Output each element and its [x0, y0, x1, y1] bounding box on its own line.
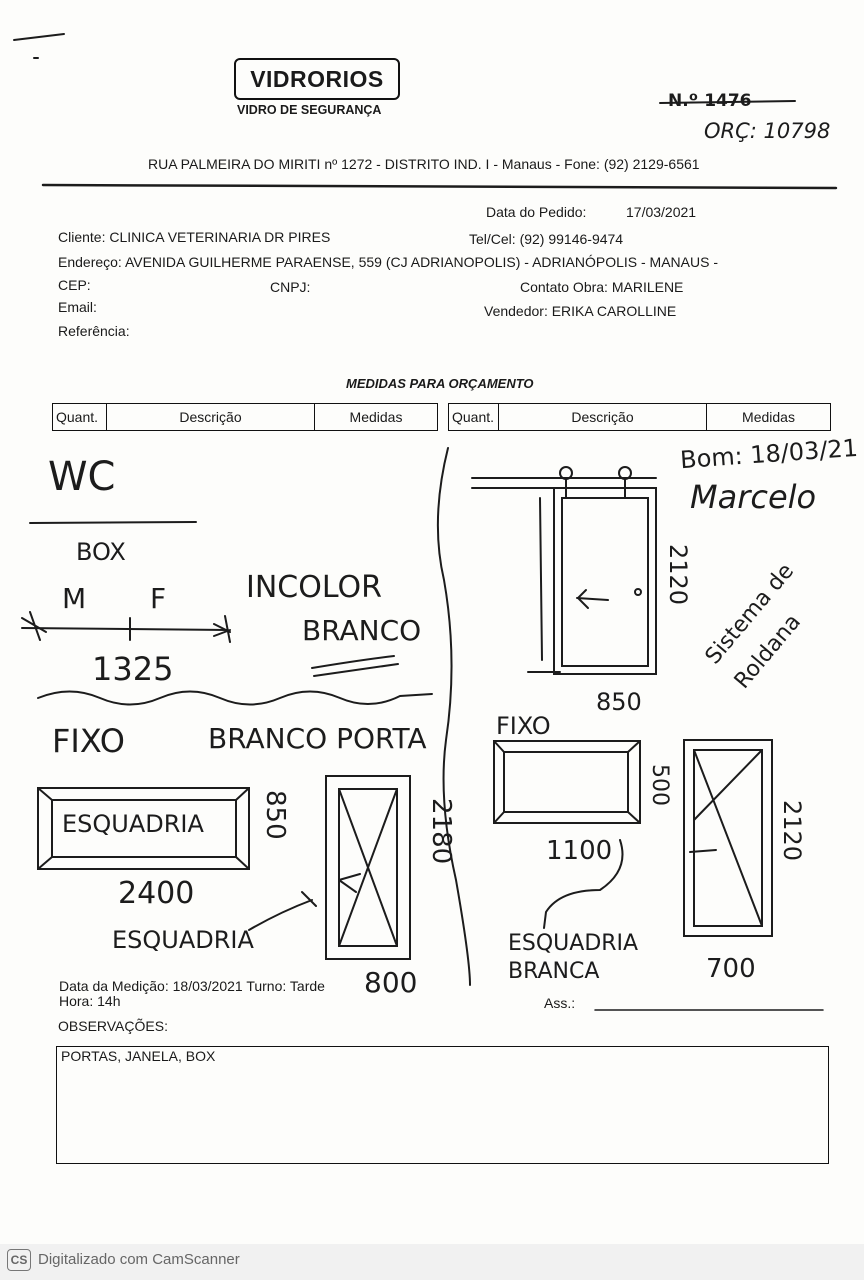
company-tagline: VIDRO DE SEGURANÇA — [237, 103, 382, 117]
hw-esquadria-branca: ESQUADRIA BRANCA — [508, 931, 639, 984]
scanner-watermark: Digitalizado com CamScanner — [38, 1251, 240, 1268]
header-meas-left: Medidas — [314, 403, 438, 431]
hw-box: BOX — [76, 538, 126, 566]
hw-m: M — [62, 582, 87, 615]
hw-door-height-2120: 2120 — [778, 800, 806, 862]
email-label: Email: — [58, 299, 97, 315]
hw-box-width: 1325 — [92, 650, 174, 688]
measurement-time: Hora: 14h — [59, 993, 121, 1009]
header-qty-left: Quant. — [52, 403, 107, 431]
hw-marcelo: Marcelo — [690, 478, 817, 516]
order-date-label: Data do Pedido: — [486, 204, 587, 220]
hw-door-width-850: 850 — [596, 688, 642, 716]
order-date-value: 17/03/2021 — [626, 204, 697, 220]
company-logo: VIDRORIOS — [234, 58, 400, 100]
hw-door-height-right: 2120 — [664, 544, 692, 606]
hw-incolor: INCOLOR — [246, 570, 382, 605]
hw-branco-porta: BRANCO PORTA — [208, 722, 427, 755]
hw-branco: BRANCO — [302, 614, 422, 647]
hw-approval: Bom: 18/03/21 — [679, 433, 859, 475]
header-meas-right: Medidas — [706, 403, 831, 431]
measurement-date: Data da Medição: 18/03/2021 Turno: Tarde — [59, 978, 325, 994]
hw-sistema-roldana: Sistema de Roldana — [700, 558, 807, 694]
camscanner-icon: CS — [7, 1249, 31, 1271]
observations-label: OBSERVAÇÕES: — [58, 1018, 168, 1034]
orc-number: ORÇ: 10798 — [704, 119, 831, 143]
company-address: RUA PALMEIRA DO MIRITI nº 1272 - DISTRITO IND. I - Manaus - Fone: (92) 2129-6561 — [148, 156, 700, 172]
hw-width-1100: 1100 — [546, 836, 613, 866]
hw-height-850: 850 — [260, 790, 290, 840]
signature-label: Ass.: — [544, 995, 576, 1011]
hw-door-height-left: 2180 — [426, 798, 456, 865]
hw-esquadria-1: ESQUADRIA — [62, 810, 204, 838]
hw-fixo-left: FIXO — [52, 722, 125, 760]
cep-label: CEP: — [58, 277, 91, 293]
hw-door-width-800: 800 — [364, 966, 418, 999]
observations-box — [56, 1046, 829, 1164]
hw-door-width-700: 700 — [706, 954, 756, 984]
reference-label: Referência: — [58, 323, 130, 339]
contact-line: Contato Obra: MARILENE — [520, 279, 684, 295]
header-desc-right: Descrição — [498, 403, 707, 431]
phone-line: Tel/Cel: (92) 99146-9474 — [469, 231, 624, 247]
header-qty-right: Quant. — [448, 403, 499, 431]
seller-line: Vendedor: ERIKA CAROLLINE — [484, 303, 677, 319]
section-title: MEDIDAS PARA ORÇAMENTO — [346, 376, 534, 391]
hw-esquadria-2: ESQUADRIA — [112, 926, 254, 954]
hw-fixo-right: FIXO — [496, 712, 551, 740]
hw-wc: WC — [48, 454, 116, 500]
header-desc-left: Descrição — [106, 403, 315, 431]
struck-number: N.º 1476 — [668, 91, 752, 111]
address-line: Endereço: AVENIDA GUILHERME PARAENSE, 559 (CJ ADRIANOPOLIS) - ADRIANÓPOLIS - MANAUS - — [58, 254, 719, 270]
hw-width-2400: 2400 — [118, 876, 195, 911]
hw-f: F — [150, 582, 167, 615]
client-line: Cliente: CLINICA VETERINARIA DR PIRES — [58, 229, 331, 245]
hw-height-500: 500 — [647, 764, 672, 806]
observations-text: PORTAS, JANELA, BOX — [61, 1048, 216, 1064]
cnpj-label: CNPJ: — [270, 279, 311, 295]
